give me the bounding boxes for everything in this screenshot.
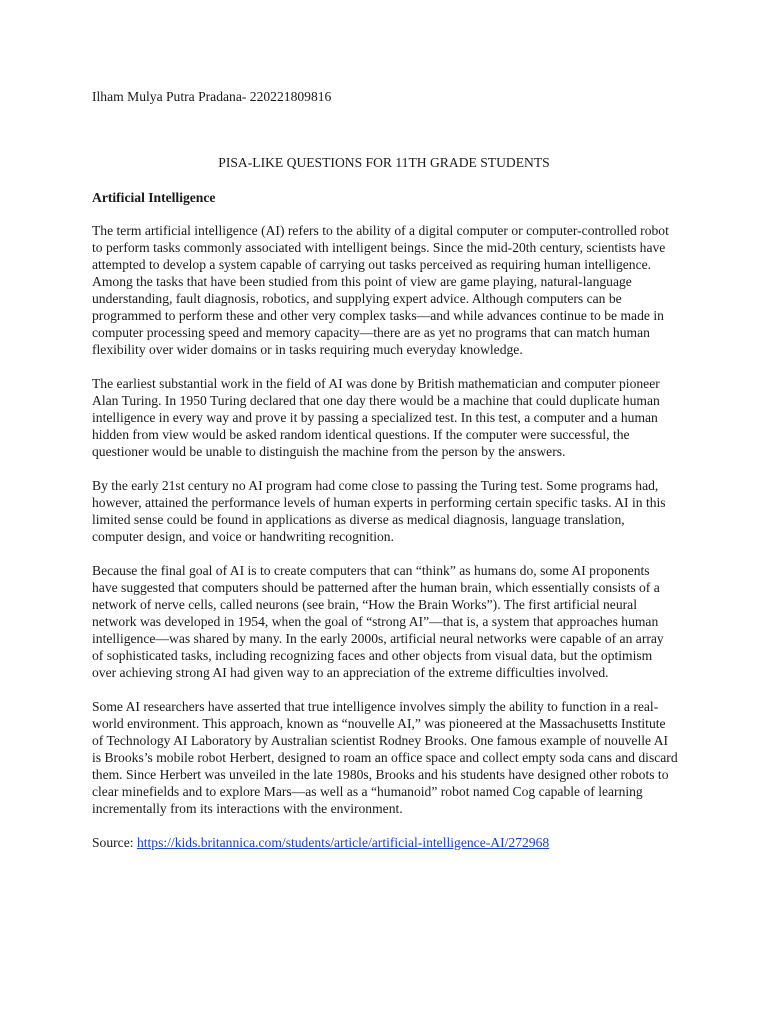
source-label: Source: [92, 835, 137, 850]
article-body [92, 222, 678, 868]
paragraph-2: The earliest substantial work in the field of AI was done by British mathematician and computer pioneer Alan Turing. In 1950 Turing declared that one day there would be a machine that could duplicate human intelligence in every way and prove it by passing a specialized test. In this test, a computer and a human hidden from view would be asked random identical questions. If the computer were successful, the questioner would be unable to distinguish the machine from the person by the answers. [92, 376, 660, 459]
author-line: Ilham Mulya Putra Pradana- 220221809816 [92, 89, 332, 104]
section-heading: Artificial Intelligence [92, 190, 216, 205]
paragraph-5: Some AI researchers have asserted that true intelligence involves simply the ability to function in a real-world environment. This approach, known as “nouvelle AI,” was pioneered at the Massachusetts Institute of Technology AI Laboratory by Australian scientist Rodney Brooks. One famous example of nouvelle AI is Brooks’s mobile robot Herbert, designed to roam an office space and collect empty soda cans and discard them. Since Herbert was unveiled in the late 1980s, Brooks and his students have designed other robots to clear minefields and to explore Mars—as well as a “humanoid” robot named Cog capable of learning incrementally from its interactions with the environment. [92, 699, 678, 816]
paragraph-1: The term artificial intelligence (AI) refers to the ability of a digital computer or computer-controlled robot to perform tasks commonly associated with intelligent beings. Since the mid-20th century, scientists have attempted to develop a system capable of carrying out tasks perceived as requiring human intelligence. Among the tasks that have been studied from this point of view are game playing, natural-language understanding, fault diagnosis, robotics, and supplying expert advice. Although computers can be programmed to perform these and other very complex tasks—and while advances continue to be made in computer processing speed and memory capacity—there are as yet no programs that can match human flexibility over wider domains or in tasks requiring much everyday knowledge. [92, 223, 669, 357]
document-title: PISA-LIKE QUESTIONS FOR 11TH GRADE STUDENTS [218, 155, 550, 170]
source-link[interactable]: https://kids.britannica.com/students/article/artificial-intelligence-AI/272968 [136, 835, 550, 850]
source-line [92, 834, 678, 851]
paragraph-4: Because the final goal of AI is to create computers that can “think” as humans do, some AI proponents have suggested that computers should be patterned after the human brain, which essentially consists of a network of nerve cells, called neurons (see brain, “How the Brain Works”). The first artificial neural network was developed in 1954, when the goal of “strong AI”—that is, a system that approaches human intelligence—was shared by many. In the early 2000s, artificial neural networks were capable of an array of sophisticated tasks, including recognizing faces and other objects from visual data, but the optimism over achieving strong AI had given way to an appreciation of the extreme difficulties involved. [92, 563, 664, 680]
paragraph-3: By the early 21st century no AI program had come close to passing the Turing test. Some programs had, however, attained the performance levels of human experts in performing certain specific tasks. AI in this limited sense could be found in applications as diverse as medical diagnosis, language translation, computer design, and voice or handwriting recognition. [92, 478, 666, 544]
